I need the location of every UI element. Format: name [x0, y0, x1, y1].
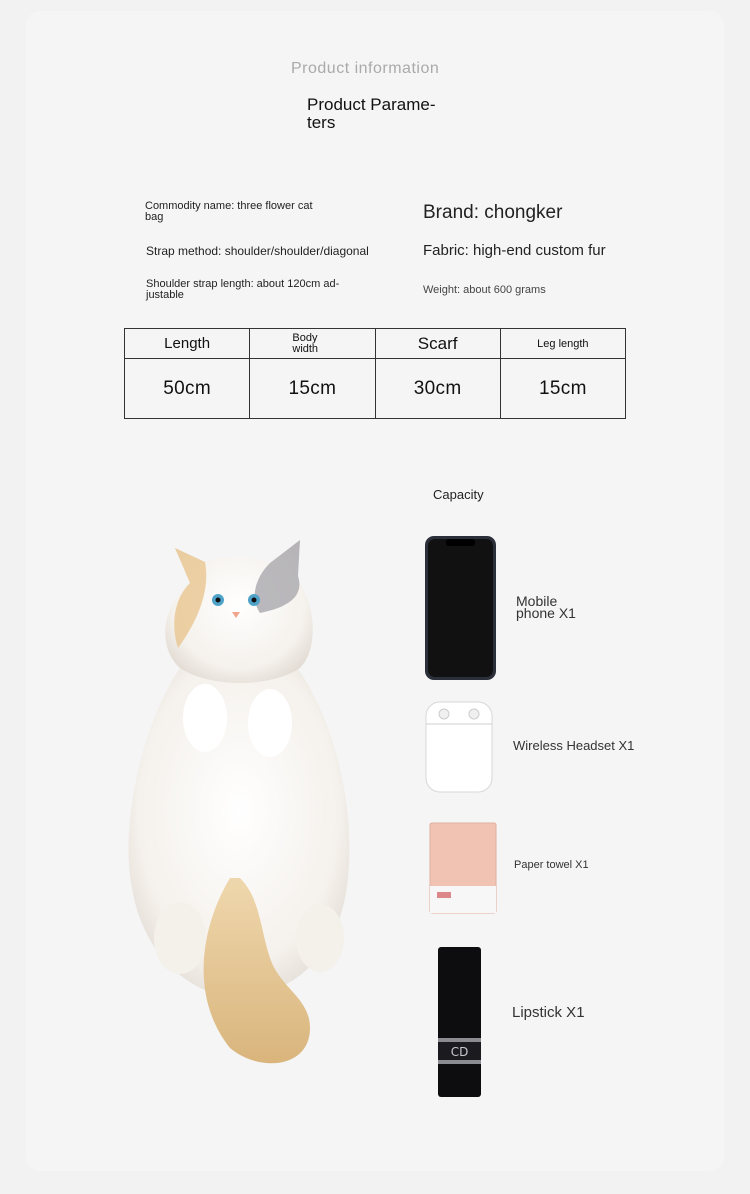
spec-strap-length: Shoulder strap length: about 120cm ad-justable [146, 278, 340, 301]
cat-bag-image [120, 528, 360, 1073]
capacity-title: Capacity [433, 487, 484, 502]
page-title: Product Parame-ters [307, 95, 436, 132]
wireless-earbuds-icon [424, 700, 494, 794]
capacity-item-label: Paper towel X1 [514, 859, 589, 871]
paper-towel-pack-icon [429, 822, 497, 914]
table-cell: 50cm [125, 359, 250, 419]
table-header-cell [250, 329, 375, 359]
section-subtitle: Product information [291, 60, 440, 77]
capacity-item-label: Mobile phone X1 [516, 593, 576, 621]
spec-strap-method: Strap method: shoulder/shoulder/diagonal [146, 244, 369, 258]
table-header-cell: Leg length [500, 329, 625, 359]
table-header-cell: Length [125, 329, 250, 359]
table-header-cell: Scarf [375, 329, 500, 359]
spec-brand: Brand: chongker [423, 202, 563, 223]
spec-weight: Weight: about 600 grams [423, 284, 546, 296]
table-header-label: Body width [292, 331, 319, 355]
lipstick-icon [436, 946, 483, 1098]
table-cell: 15cm [500, 359, 625, 419]
table-cell: 30cm [375, 359, 500, 419]
capacity-item-label: Wireless Headset X1 [513, 738, 635, 753]
svg-text:CD: CD [450, 1045, 469, 1059]
spec-fabric: Fabric: high-end custom fur [423, 242, 606, 259]
table-cell: 15cm [250, 359, 375, 419]
dimensions-table [124, 328, 626, 419]
spec-commodity-name: Commodity name: three flower cat bag [145, 200, 313, 223]
table-header-row [125, 329, 626, 359]
capacity-item-label: Lipstick X1 [512, 1004, 585, 1021]
table-row [125, 359, 626, 419]
mobile-phone-icon [424, 535, 497, 681]
